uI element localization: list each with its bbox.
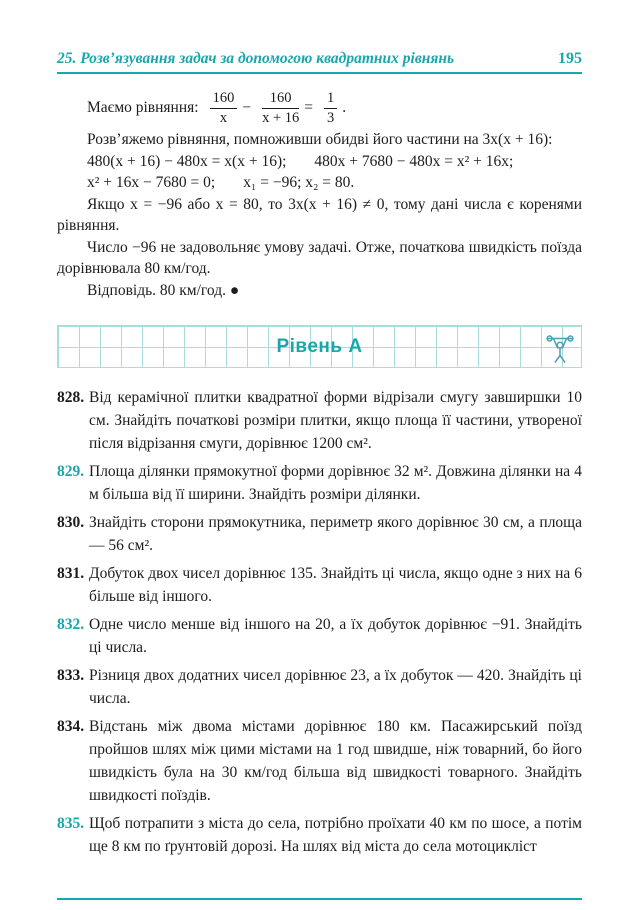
fraction-3-denominator: 3 (327, 109, 335, 126)
problem-number: 829. (57, 463, 85, 480)
fraction-2 (262, 90, 299, 126)
problem-text: Від керамічної плитки квадратної форми відрізали смугу завширшки 10 см. Знайдіть початкові розміри плитки, якщо площа її частини, утвореної після відрізання смуги, дорівнює 1200 см². (89, 389, 582, 452)
problem-number: 828. (57, 389, 85, 406)
fraction-1 (210, 90, 238, 126)
equation-3a: x² + 16x − 7680 = 0; (87, 174, 216, 191)
problem-number: 831. (57, 565, 85, 582)
level-a-label: Рівень А (276, 335, 363, 357)
problem-text: Щоб потрапити з міста до села, потрібно проїхати 40 км по шосе, а потім ще 8 км по ґрунтовій дорозі. На шлях від міста до села мотоцикліст (89, 815, 582, 855)
problem-number: 833. (57, 667, 85, 684)
problems-list (57, 386, 582, 858)
running-head (57, 50, 582, 68)
page-number: 195 (558, 50, 582, 67)
fraction-3-numerator: 1 (324, 90, 337, 109)
problem-text: Площа ділянки прямокутної форми дорівнює 32 м². Довжина ділянки на 4 м більша від її ширини. Знайдіть розміри ділянки. (89, 463, 582, 503)
equation-period: . (342, 99, 347, 117)
problem-number: 830. (57, 514, 85, 531)
solution-equation-line (87, 87, 582, 129)
footer-rule (57, 898, 582, 900)
problem-text: Знайдіть сторони прямокутника, периметр якого дорівнює 30 см, а площа — 56 см². (89, 514, 582, 554)
equation-3b: x₁ = −96; x₂ = 80. (243, 174, 355, 191)
problem-831 (57, 562, 582, 608)
problem-828 (57, 386, 582, 455)
fraction-3 (324, 90, 337, 126)
fraction-1-numerator: 160 (210, 90, 238, 109)
problem-number: 832. (57, 616, 85, 633)
problem-number: 834. (57, 718, 85, 735)
fraction-2-numerator: 160 (262, 90, 299, 109)
equation-intro: Маємо рівняння: (87, 99, 199, 117)
solution-equation-row-2 (87, 172, 582, 194)
level-a-banner (57, 325, 582, 368)
weightlifter-icon (540, 327, 580, 366)
problem-text: Одне число менше від іншого на 20, а їх добуток дорівнює −91. Знайдіть ці числа. (89, 616, 582, 656)
problem-829 (57, 460, 582, 506)
page-content (57, 50, 582, 863)
solution-paragraph-2: Якщо x = −96 або x = 80, то 3x(x + 16) ≠ 0, тому дані числа є коренями рівняння. (57, 195, 582, 234)
problem-834 (57, 715, 582, 807)
solution-section (57, 87, 582, 301)
equation-2b: 480x + 7680 − 480x = x² + 16x; (314, 152, 514, 170)
solution-answer: Відповідь. 80 км/год. ● (87, 281, 240, 299)
operator-minus: − (242, 99, 252, 117)
operator-equals: = (304, 99, 314, 117)
header-rule (57, 72, 582, 74)
problem-text: Відстань між двома містами дорівнює 180 км. Пасажирський поїзд пройшов шлях між цими містами на 1 год швидше, ніж товарний, бо його швидкість була на 30 км/год більша від швидкості товарного. Знайдіть швидкості поїздів. (89, 718, 582, 804)
equation-2a: 480(x + 16) − 480x = x(x + 16); (87, 152, 287, 170)
fraction-1-denominator: x (219, 109, 228, 126)
problem-text: Різниця двох додатних чисел дорівнює 23, а їх добуток — 420. Знайдіть ці числа. (89, 667, 582, 707)
solution-paragraph-3: Число −96 не задовольняє умову задачі. Отже, початкова швидкість поїзда дорівнювала 80 км/год. (57, 238, 582, 277)
problem-number: 835. (57, 815, 85, 832)
fraction-2-denominator: x + 16 (262, 109, 300, 126)
chapter-title: 25. Розв’язування задач за допомогою квадратних рівнянь (57, 50, 455, 67)
problem-833 (57, 664, 582, 710)
problem-835 (57, 812, 582, 858)
solution-paragraph-1: Розв’яжемо рівняння, помноживши обидві його частини на 3x(x + 16): (87, 131, 553, 148)
problem-830 (57, 511, 582, 557)
problem-text: Добуток двох чисел дорівнює 135. Знайдіть ці числа, якщо одне з них на 6 більше від іншого. (89, 565, 582, 605)
problem-832 (57, 613, 582, 659)
solution-equation-row-1 (87, 151, 582, 173)
